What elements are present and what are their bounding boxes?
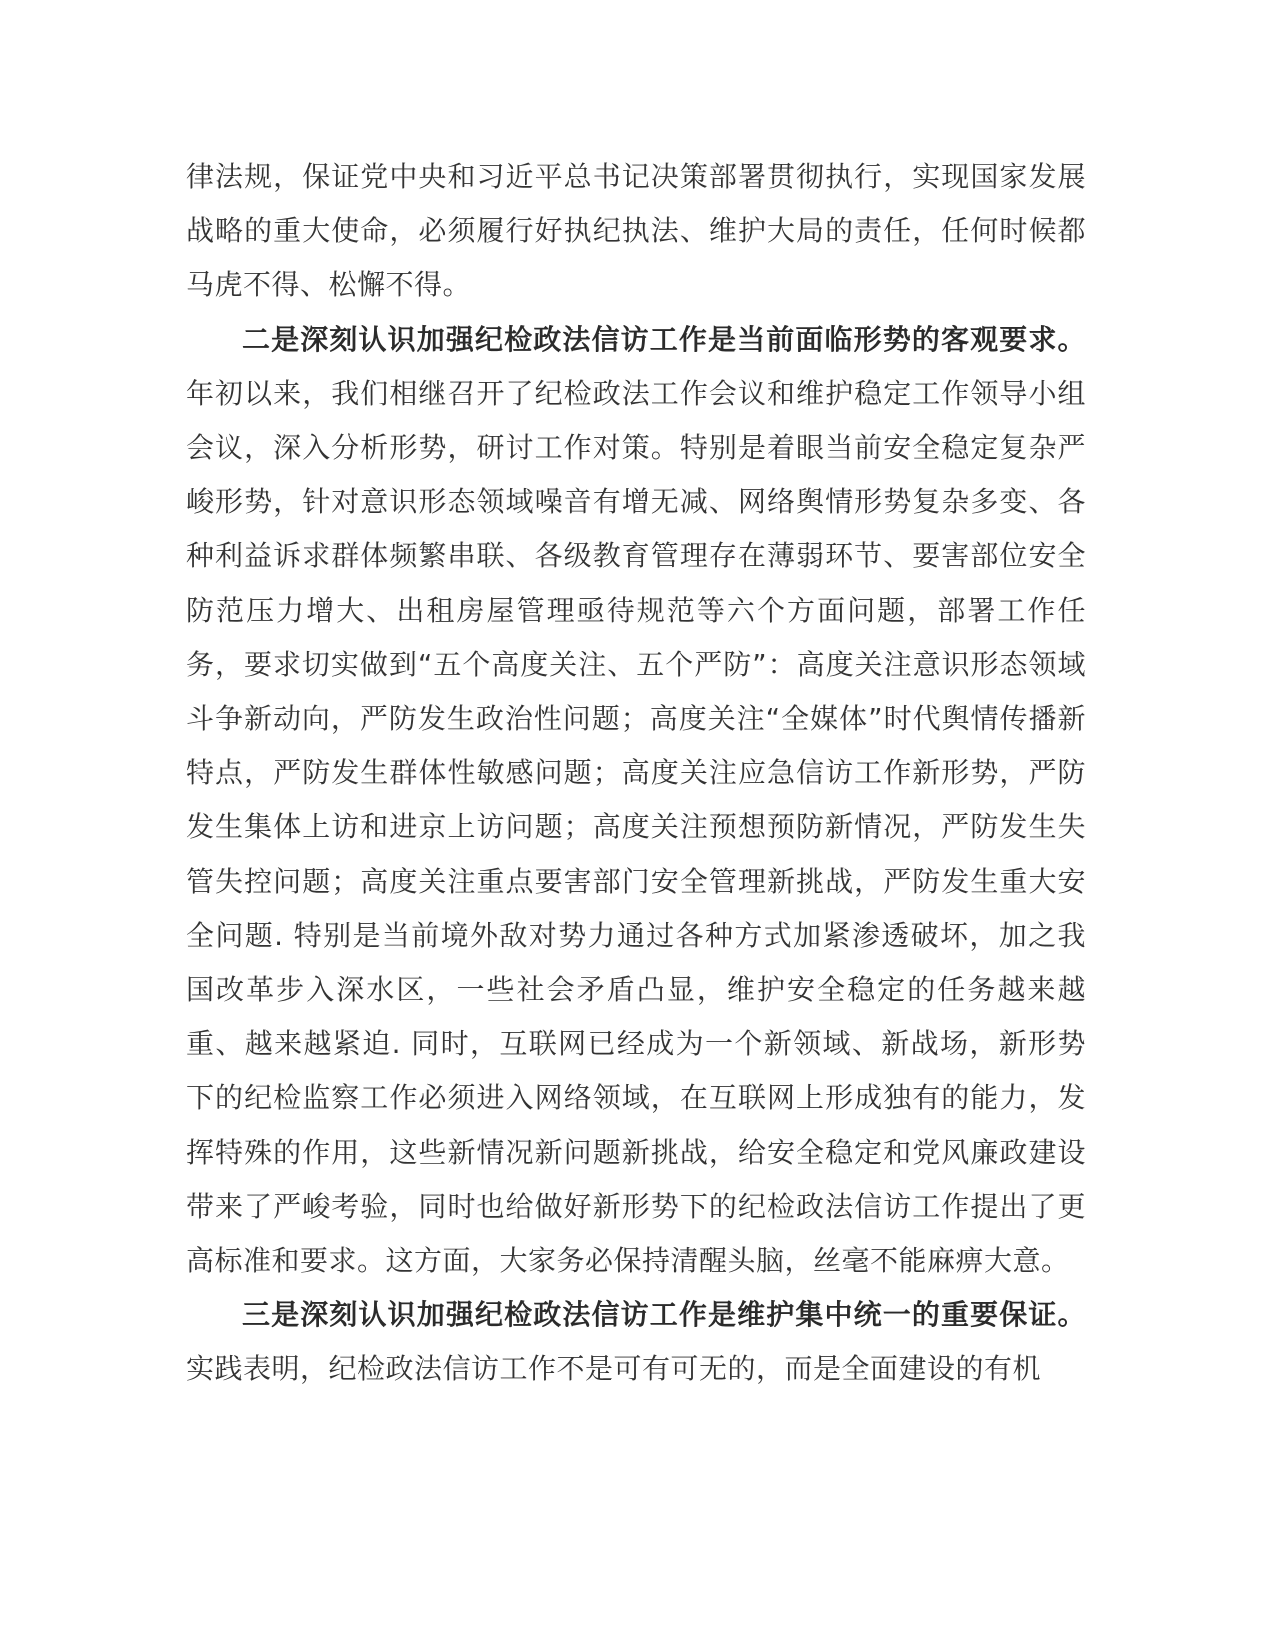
paragraph-text: 律法规，保证党中央和习近平总书记决策部署贯彻执行，实现国家发展战略的重大使命，必须履行好执纪执法、维护大局的责任，任何时候都马虎不得、松懈不得。 (186, 160, 1086, 302)
paragraph-text: 实践表明，纪检政法信访工作不是可有可无的，而是全面建设的有机 (186, 1352, 1042, 1386)
paragraph-text: 年初以来，我们相继召开了纪检政法工作会议和维护稳定工作领导小组会议，深入分析形势，研讨工作对策。特别是着眼当前安全稳定复杂严峻形势，针对意识形态领域噪音有增无减、网络舆情形势复杂多变、各种利益诉求群体频繁串联、各级教育管理存在薄弱环节、要害部位安全防范压力增大、出租房屋管理亟待规范等六个方面问题，部署工作任务，要求切实做到“五个高度关注、五个严防”：高度关注意识形态领域斗争新动向，严防发生政治性问题；高度关注“全媒体”时代舆情传播新特点，严防发生群体性敏感问题；高度关注应急信访工作新形势，严防发生集体上访和进京上访问题；高度关注预想预防新情况，严防发生失管失控问题；高度关注重点要害部门安全管理新挑战，严防发生重大安全问题. 特别是当前境外敌对势力通过各种方式加紧渗透破坏，加之我国改革步入深水区，一些社会矛盾凸显，维护安全稳定的任务越来越重、越来越紧迫. 同时，互联网已经成为一个新领域、新战场，新形势下的纪检监察工作必须进入网络领域，在互联网上形成独有的能力，发挥特殊的作用，这些新情况新问题新挑战，给安全稳定和党风廉政建设带来了严峻考验，同时也给做好新形势下的纪检政法信访工作提出了更高标准和要求。这方面，大家务必保持清醒头脑，丝毫不能麻痹大意。 (186, 376, 1086, 1278)
paragraph-heading: 二是深刻认识加强纪检政法信访工作是当前面临形势的客观要求。 (242, 322, 1086, 356)
paragraph-point-three (186, 1288, 1086, 1396)
paragraph-continuation (186, 150, 1086, 313)
paragraph-heading: 三是深刻认识加强纪检政法信访工作是维护集中统一的重要保证。 (242, 1298, 1086, 1332)
paragraph-point-two (186, 313, 1086, 1289)
document-body (186, 150, 1086, 1397)
